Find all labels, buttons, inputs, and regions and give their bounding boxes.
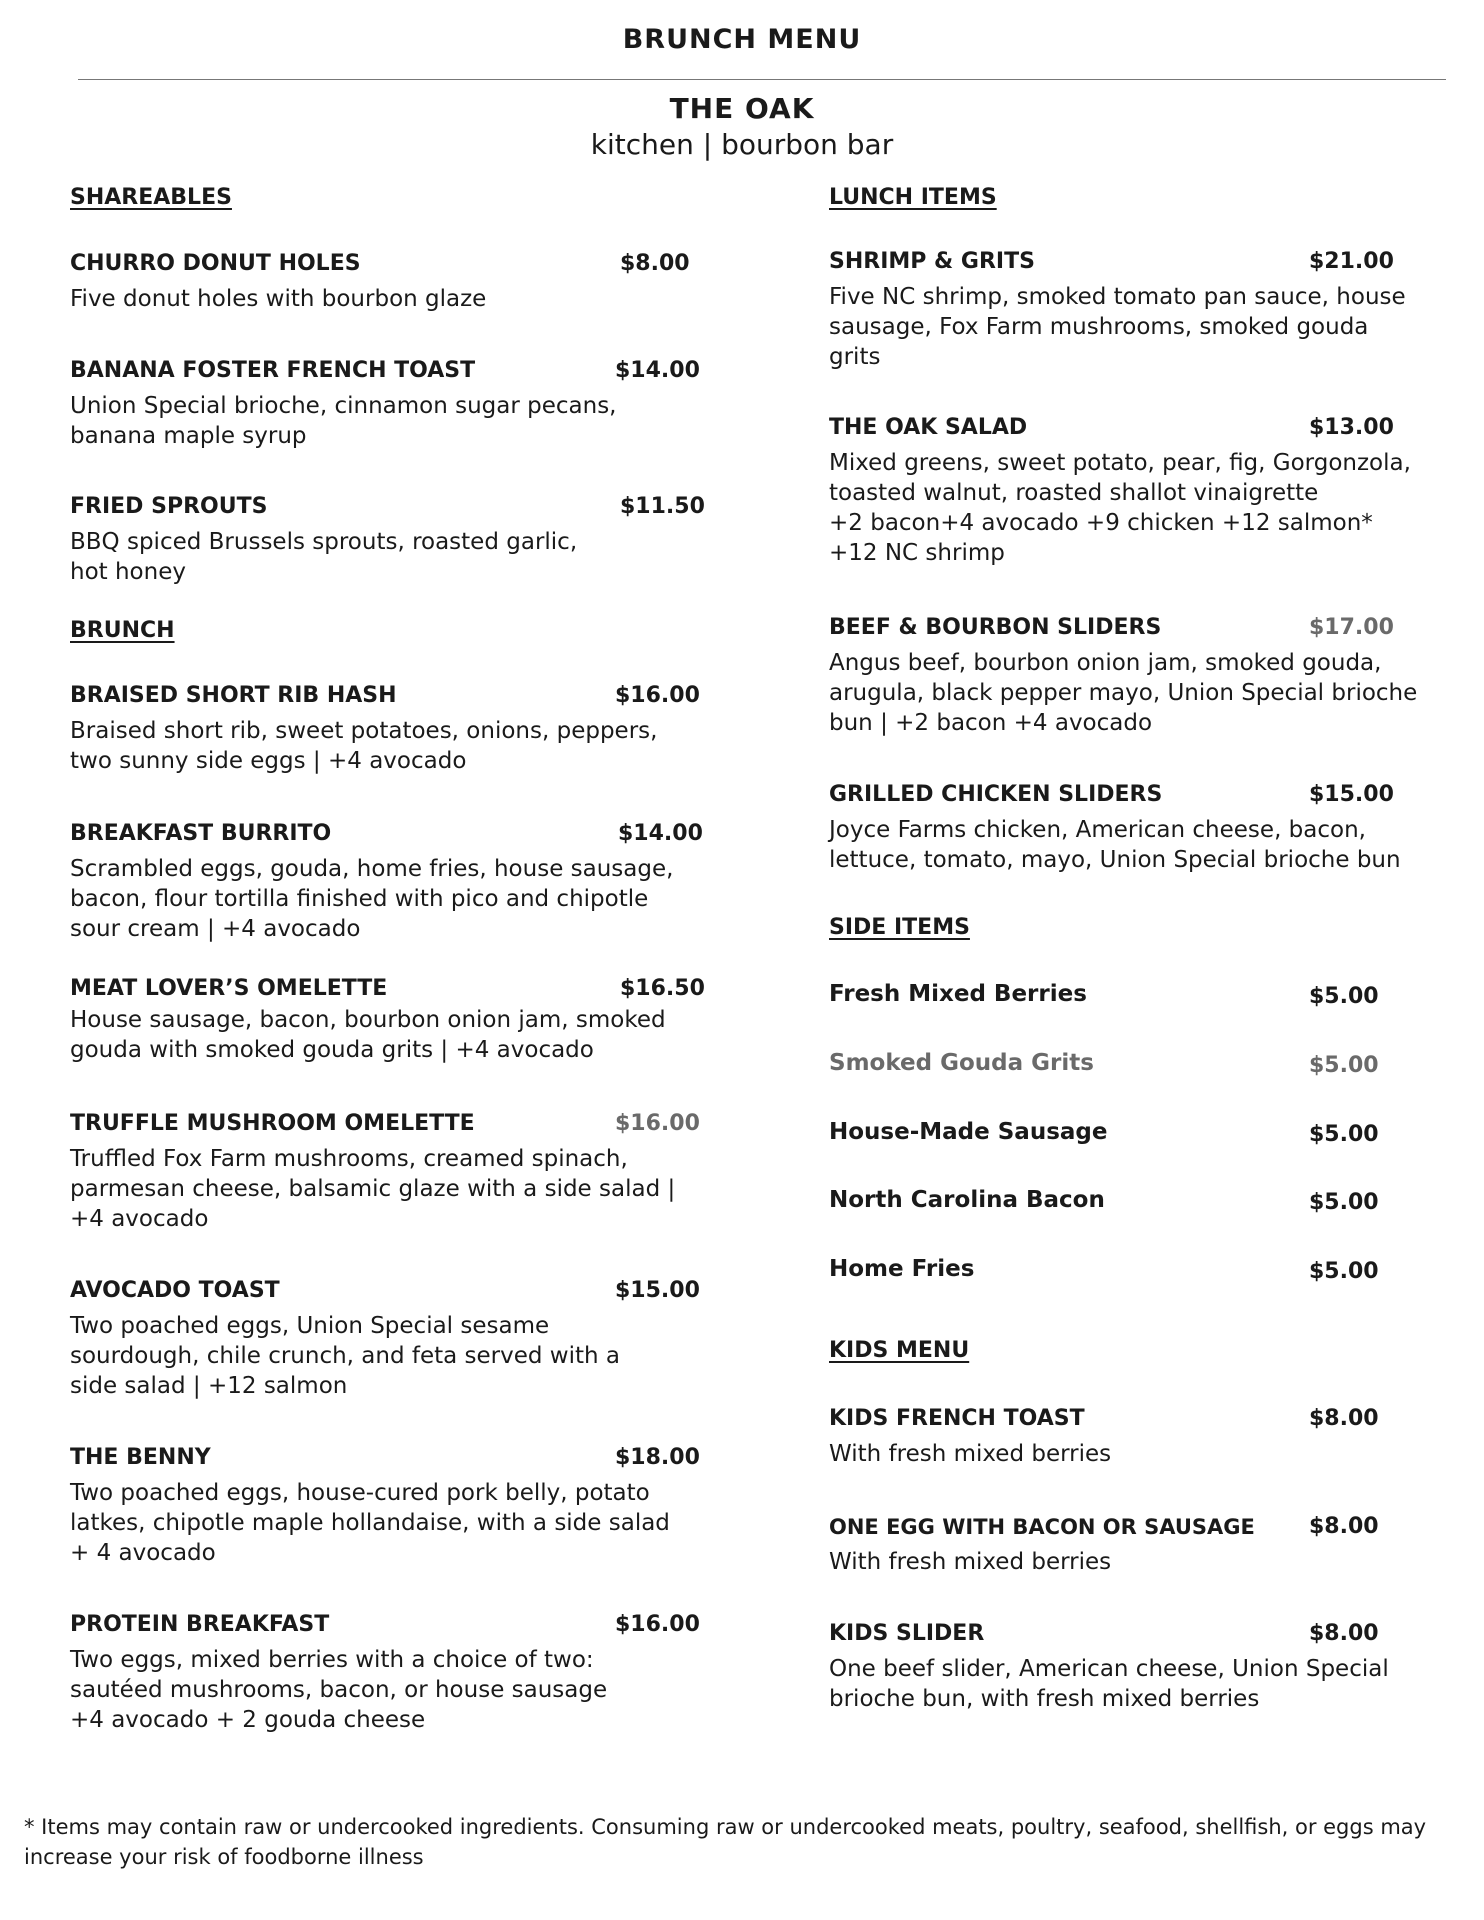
menu-item <box>829 1511 1449 1577</box>
section-heading-shareables: SHAREABLES <box>70 185 232 210</box>
section-heading-lunch: LUNCH ITEMS <box>829 185 997 210</box>
item-name: GRILLED CHICKEN SLIDERS <box>829 782 1163 807</box>
menu-item <box>829 246 1449 372</box>
side-item <box>829 1119 1449 1151</box>
item-name: KIDS SLIDER <box>829 1621 985 1646</box>
item-name: House-Made Sausage <box>829 1119 1108 1145</box>
section-heading-sides: SIDE ITEMS <box>829 915 970 940</box>
item-price: $17.00 <box>1309 615 1394 640</box>
menu-item <box>70 1108 710 1234</box>
item-name: THE BENNY <box>70 1445 211 1470</box>
item-price: $16.00 <box>615 1111 700 1136</box>
side-item <box>829 981 1449 1013</box>
item-price: $16.00 <box>615 683 700 708</box>
header-divider <box>78 79 1446 80</box>
item-description: Five donut holes with bourbon glaze <box>70 286 487 312</box>
item-name: THE OAK SALAD <box>829 415 1028 440</box>
item-price: $5.00 <box>1309 1190 1379 1215</box>
item-price: $16.00 <box>615 1612 700 1637</box>
item-description: House sausage, bacon, bourbon onion jam, smoked gouda with smoked gouda grits | +4 avocado <box>70 1007 666 1063</box>
side-item <box>829 1050 1449 1082</box>
item-name: North Carolina Bacon <box>829 1187 1105 1213</box>
allergy-footnote: * Items may contain raw or undercooked ingredients. Consuming raw or undercooked meats, poultry, seafood, shellfish, or eggs may increase your risk of foodborne illness <box>24 1815 1427 1869</box>
menu-item <box>70 680 710 776</box>
item-description: Union Special brioche, cinnamon sugar pecans, banana maple syrup <box>70 393 617 449</box>
section-heading-brunch: BRUNCH <box>70 618 175 643</box>
item-name: TRUFFLE MUSHROOM OMELETTE <box>70 1111 475 1136</box>
item-price: $8.00 <box>1309 1406 1379 1431</box>
item-name: Home Fries <box>829 1256 975 1282</box>
item-description: Braised short rib, sweet potatoes, onions, peppers, two sunny side eggs | +4 avocado <box>70 718 658 774</box>
menu-item <box>829 612 1449 738</box>
item-price: $5.00 <box>1309 1053 1379 1078</box>
item-price: $8.00 <box>1309 1514 1379 1539</box>
menu-item <box>829 1403 1449 1469</box>
menu-item <box>829 412 1449 568</box>
menu-title: BRUNCH MENU <box>622 24 862 55</box>
item-name: Fresh Mixed Berries <box>829 981 1087 1007</box>
item-price: $15.00 <box>615 1278 700 1303</box>
item-price: $21.00 <box>1309 249 1394 274</box>
item-price: $18.00 <box>615 1445 700 1470</box>
item-price: $15.00 <box>1309 782 1394 807</box>
item-description: With fresh mixed berries <box>829 1441 1112 1467</box>
item-name: BEEF & BOURBON SLIDERS <box>829 615 1162 640</box>
item-name: BANANA FOSTER FRENCH TOAST <box>70 358 476 383</box>
item-price: $5.00 <box>1309 1259 1379 1284</box>
item-price: $11.50 <box>620 494 705 519</box>
item-name: BREAKFAST BURRITO <box>70 821 332 846</box>
item-price: $8.00 <box>1309 1621 1379 1646</box>
item-description: One beef slider, American cheese, Union Special brioche bun, with fresh mixed berries <box>829 1656 1389 1712</box>
item-price: $14.00 <box>618 821 703 846</box>
item-description: Truffled Fox Farm mushrooms, creamed spinach, parmesan cheese, balsamic glaze with a side salad | +4 avocado <box>70 1146 676 1232</box>
menu-item <box>70 1609 710 1735</box>
item-price: $5.00 <box>1309 1122 1379 1147</box>
item-price: $16.50 <box>620 976 705 1001</box>
item-price: $13.00 <box>1309 415 1394 440</box>
item-name: PROTEIN BREAKFAST <box>70 1612 330 1637</box>
menu-item <box>829 1618 1449 1714</box>
item-price: $8.00 <box>620 251 690 276</box>
item-description: Five NC shrimp, smoked tomato pan sauce, house sausage, Fox Farm mushrooms, smoked gouda grits <box>829 284 1406 370</box>
item-price: $5.00 <box>1309 984 1379 1009</box>
side-item <box>829 1256 1449 1288</box>
menu-item <box>70 973 710 1065</box>
restaurant-name: THE OAK <box>669 92 815 125</box>
item-name: Smoked Gouda Grits <box>829 1050 1094 1076</box>
item-name: CHURRO DONUT HOLES <box>70 251 361 276</box>
menu-item <box>70 1442 710 1568</box>
item-name: FRIED SPROUTS <box>70 494 268 519</box>
item-description: Joyce Farms chicken, American cheese, bacon, lettuce, tomato, mayo, Union Special brioche bun <box>829 817 1401 873</box>
menu-item <box>829 779 1449 875</box>
menu-item <box>70 355 710 451</box>
menu-item <box>70 248 710 314</box>
item-name: KIDS FRENCH TOAST <box>829 1406 1085 1431</box>
item-description: Two poached eggs, house-cured pork belly, potato latkes, chipotle maple hollandaise, with a side salad + 4 avocado <box>70 1480 670 1566</box>
item-description: Scrambled eggs, gouda, home fries, house sausage, bacon, flour tortilla finished with pico and chipotle sour cream | +4 avocado <box>70 856 674 942</box>
item-name: ONE EGG WITH BACON OR SAUSAGE <box>829 1515 1255 1539</box>
item-name: MEAT LOVER’S OMELETTE <box>70 976 388 1001</box>
item-name: BRAISED SHORT RIB HASH <box>70 683 397 708</box>
item-name: SHRIMP & GRITS <box>829 249 1035 274</box>
menu-item <box>70 1275 710 1401</box>
item-description: Two eggs, mixed berries with a choice of two: sautéed mushrooms, bacon, or house sausage +4 avocado + 2 gouda cheese <box>70 1647 608 1733</box>
item-description: With fresh mixed berries <box>829 1549 1112 1575</box>
item-description: Mixed greens, sweet potato, pear, fig, Gorgonzola, toasted walnut, roasted shallot vinaigrette +2 bacon+4 avocado +9 chicken +12 salmon* +12 NC shrimp <box>829 450 1411 566</box>
item-description: Angus beef, bourbon onion jam, smoked gouda, arugula, black pepper mayo, Union Special brioche bun | +2 bacon +4 avocado <box>829 650 1418 736</box>
item-description: BBQ spiced Brussels sprouts, roasted garlic, hot honey <box>70 529 578 585</box>
menu-item <box>70 818 710 944</box>
menu-item <box>70 491 710 587</box>
side-item <box>829 1187 1449 1219</box>
restaurant-brand <box>0 90 1484 162</box>
item-price: $14.00 <box>615 358 700 383</box>
section-heading-kids: KIDS MENU <box>829 1338 970 1363</box>
restaurant-tagline: kitchen | bourbon bar <box>590 128 894 161</box>
item-description: Two poached eggs, Union Special sesame sourdough, chile crunch, and feta served with a side salad | +12 salmon <box>70 1313 621 1399</box>
item-name: AVOCADO TOAST <box>70 1278 280 1303</box>
